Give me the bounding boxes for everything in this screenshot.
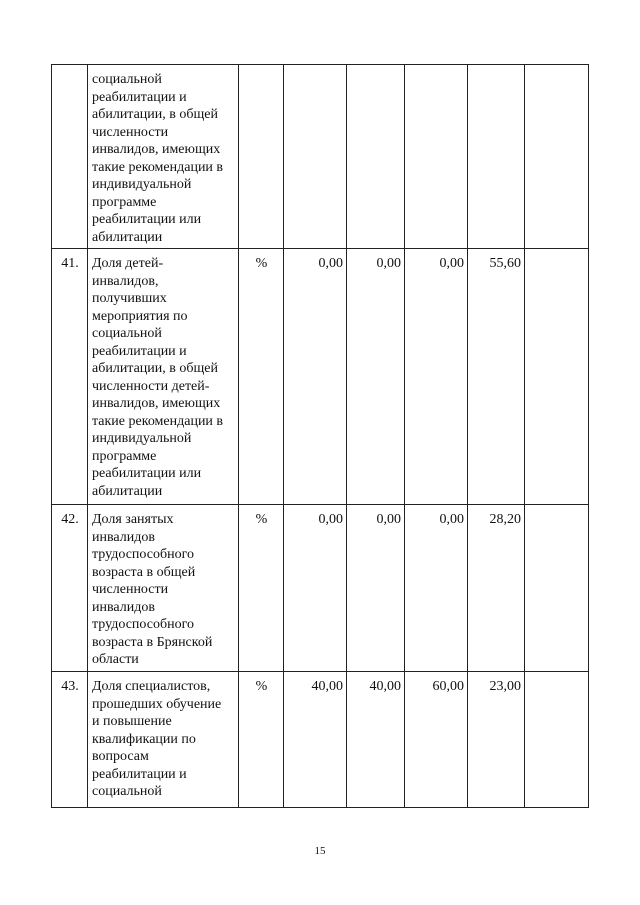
unit-cell: % <box>239 672 284 808</box>
indicator-name-line: инвалидов <box>92 529 155 545</box>
indicator-name-line: инвалидов, имеющих <box>92 142 221 157</box>
indicator-name-line: реабилитации или <box>92 212 202 227</box>
table-row <box>52 65 589 249</box>
value-cell: 40,00 <box>284 672 347 808</box>
value-cell: 0,00 <box>284 505 347 672</box>
table-row <box>52 672 589 808</box>
value-cell <box>347 65 405 249</box>
indicator-name-line: получивших <box>92 291 167 306</box>
value-cell <box>405 65 468 249</box>
value-cell: 0,00 <box>405 249 468 505</box>
row-number: 42. <box>52 505 88 672</box>
indicator-name-line: и повышение <box>92 714 172 729</box>
indicator-name-line: абилитации <box>92 483 163 499</box>
indicator-name-line: трудоспособного <box>92 547 194 562</box>
indicator-name-line: реабилитации и <box>92 343 187 359</box>
value-cell: 40,00 <box>347 672 405 808</box>
indicator-name-line: вопросам <box>92 749 149 764</box>
value-cell <box>468 65 525 249</box>
table-row <box>52 505 589 672</box>
row-number: 43. <box>52 672 88 808</box>
table-body <box>52 65 589 808</box>
indicator-name-line: численности <box>92 582 169 597</box>
indicator-name <box>88 65 239 249</box>
indicator-name-line: социальной <box>92 326 162 341</box>
value-cell <box>525 505 589 672</box>
page-number: 15 <box>314 845 326 857</box>
indicator-name-line: возраста в Брянской <box>92 634 213 650</box>
indicators-table <box>51 64 589 808</box>
indicator-name <box>88 505 239 672</box>
indicator-name-line: инвалидов, имеющих <box>92 396 221 411</box>
indicator-name-line: трудоспособного <box>92 617 194 632</box>
row-number <box>52 65 88 249</box>
value-cell: 23,00 <box>468 672 525 808</box>
indicator-name-line: Доля занятых <box>92 512 174 527</box>
indicator-name-line: индивидуальной <box>92 431 192 446</box>
indicator-name-line: социальной <box>92 72 162 87</box>
row-number: 41. <box>52 249 88 505</box>
indicator-name-line: абилитации, в общей <box>92 361 219 376</box>
indicator-name-line: мероприятия по <box>92 308 188 324</box>
unit-cell: % <box>239 505 284 672</box>
indicator-name-line: Доля детей- <box>92 256 164 271</box>
indicator-name-line: инвалидов, <box>92 273 159 289</box>
table-row <box>52 249 589 505</box>
indicator-name-line: абилитации, в общей <box>92 107 219 122</box>
indicator-name <box>88 249 239 505</box>
indicator-name-line: программе <box>92 194 157 210</box>
value-cell <box>284 65 347 249</box>
value-cell <box>525 65 589 249</box>
value-cell: 0,00 <box>405 505 468 672</box>
indicator-name-line: реабилитации и <box>92 766 187 782</box>
indicator-name-line: программе <box>92 448 157 464</box>
indicator-name-line: социальной <box>92 784 162 799</box>
indicator-name-line: прошедших обучение <box>92 696 222 712</box>
indicator-name <box>88 672 239 808</box>
value-cell: 0,00 <box>347 249 405 505</box>
indicator-name-line: численности <box>92 124 169 140</box>
indicator-name-line: реабилитации и <box>92 89 187 105</box>
indicator-name-line: численности детей- <box>92 378 210 394</box>
indicator-name-line: такие рекомендации в <box>92 413 224 429</box>
indicator-name-line: квалификации по <box>92 731 196 747</box>
indicator-name-line: абилитации <box>92 229 163 245</box>
value-cell: 28,20 <box>468 505 525 672</box>
value-cell: 0,00 <box>284 249 347 505</box>
value-cell: 60,00 <box>405 672 468 808</box>
indicator-name-line: реабилитации или <box>92 466 202 481</box>
value-cell: 55,60 <box>468 249 525 505</box>
indicator-name-line: инвалидов <box>92 599 155 615</box>
indicator-name-line: возраста в общей <box>92 564 196 580</box>
unit-cell: % <box>239 249 284 505</box>
value-cell <box>525 672 589 808</box>
indicator-name-line: Доля специалистов, <box>92 679 211 694</box>
value-cell: 0,00 <box>347 505 405 672</box>
indicator-name-line: индивидуальной <box>92 177 192 192</box>
unit-cell <box>239 65 284 249</box>
indicator-name-line: такие рекомендации в <box>92 159 224 175</box>
indicator-name-line: области <box>92 652 139 667</box>
value-cell <box>525 249 589 505</box>
